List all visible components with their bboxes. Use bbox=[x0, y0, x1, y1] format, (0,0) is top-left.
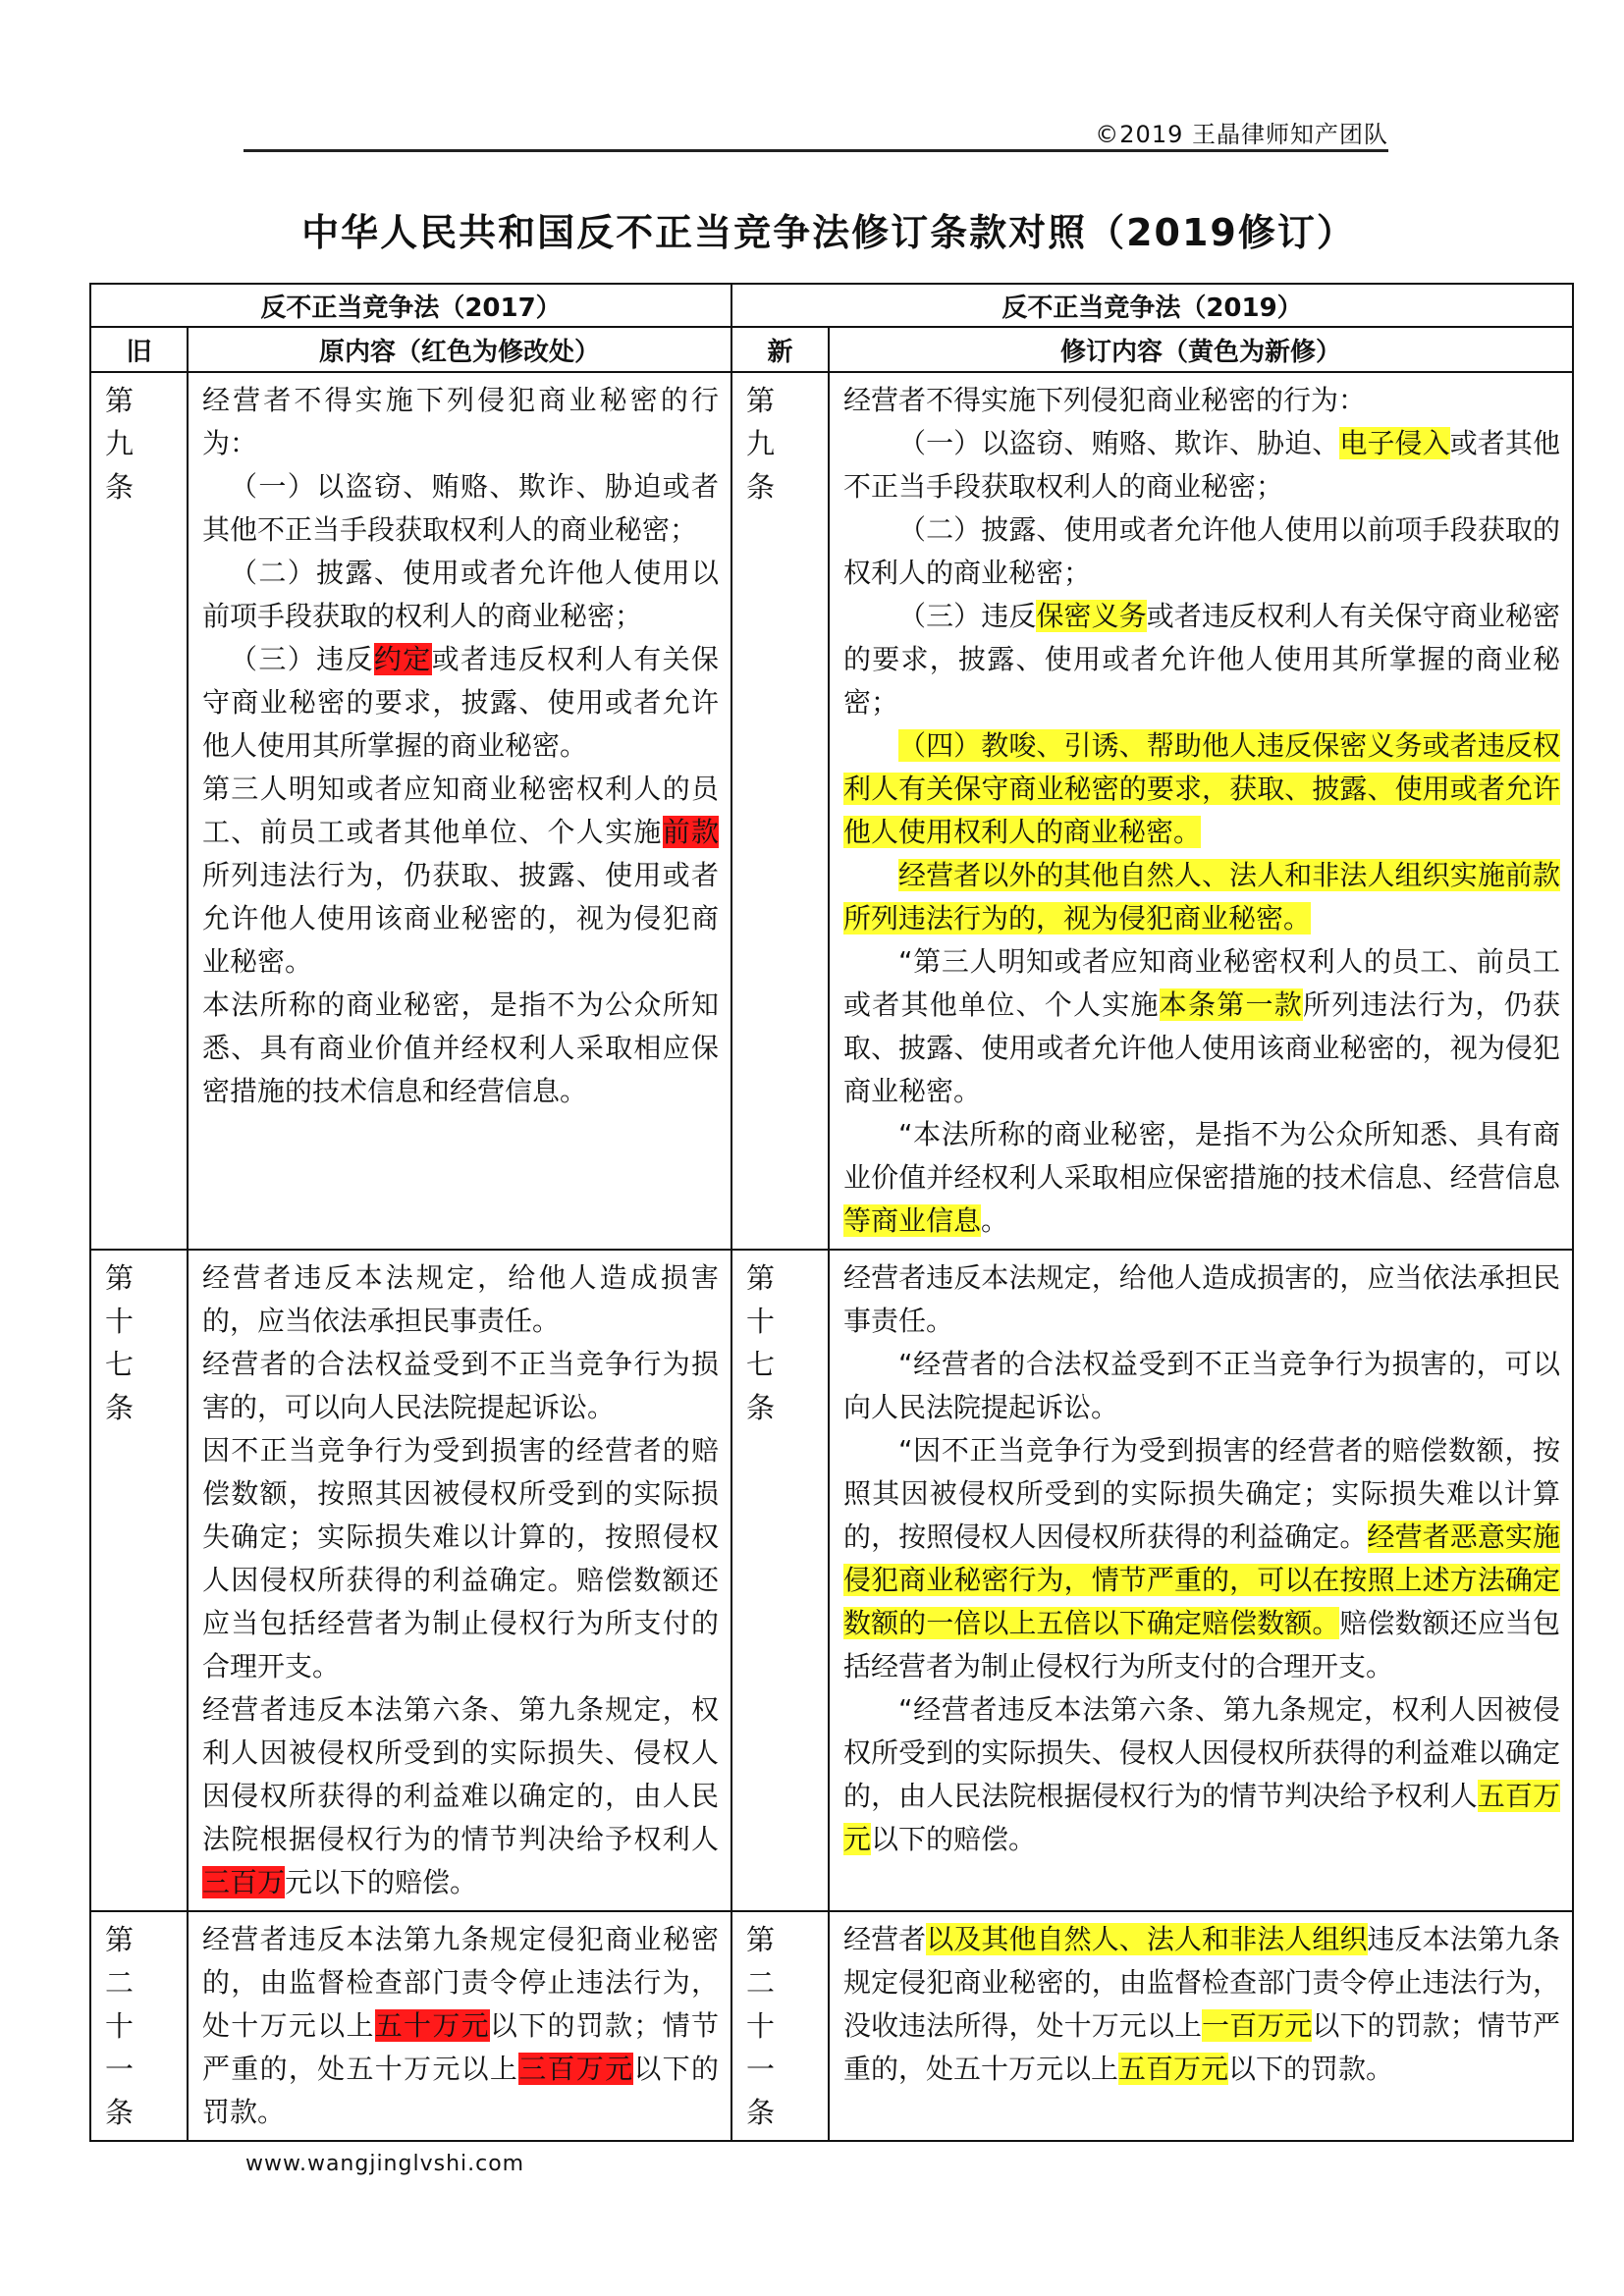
comparison-table bbox=[89, 283, 1574, 2142]
col-header-old: 旧 bbox=[90, 327, 188, 372]
header-divider bbox=[244, 149, 1388, 152]
col-header-new: 新 bbox=[731, 327, 829, 372]
new-text: 本条第一款 bbox=[1159, 988, 1303, 1021]
old-article-number: 第二十一条 bbox=[90, 1911, 188, 2141]
col-header-new-content: 修订内容（黄色为新修） bbox=[829, 327, 1573, 372]
old-paragraph: 经营者违反本法规定，给他人造成损害的，应当依法承担民事责任。 bbox=[202, 1261, 719, 1337]
new-text: （四）教唆、引诱、帮助他人违反保密义务或者违反权利人有关保守商业秘密的要求，获取、披露、使用或者允许他人使用权利人的商业秘密。 bbox=[843, 729, 1560, 848]
new-text: 五百万元 bbox=[1118, 2053, 1229, 2085]
new-text: 一百万元 bbox=[1202, 2009, 1313, 2042]
new-paragraph: 经营者不得实施下列侵犯商业秘密的行为： bbox=[843, 384, 1367, 416]
old-paragraph: 本法所称的商业秘密，是指不为公众所知悉、具有商业价值并经权利人采取相应保密措施的技术信息和经营信息。 bbox=[202, 988, 719, 1107]
group-header-2019: 反不正当竞争法（2019） bbox=[731, 284, 1573, 327]
table-row bbox=[90, 1911, 1573, 2141]
new-article-number: 第十七条 bbox=[731, 1250, 829, 1911]
table-column-header-row bbox=[90, 327, 1573, 372]
changed-text: 三百万元 bbox=[518, 2053, 634, 2085]
new-article-number: 第九条 bbox=[731, 372, 829, 1250]
old-article-number: 第十七条 bbox=[90, 1250, 188, 1911]
new-paragraph: “经营者违反本法第六条、第九条规定，权利人因被侵权所受到的实际损失、侵权人因侵权所获得的利益难以确定的，由人民法院根据侵权行为的情节判决给予权利人五百万元以下的赔偿。 bbox=[843, 1693, 1560, 1855]
old-article-number: 第九条 bbox=[90, 372, 188, 1250]
new-text: 保密义务 bbox=[1036, 600, 1147, 632]
new-text: 等商业信息 bbox=[843, 1204, 982, 1237]
new-paragraph: “经营者的合法权益受到不正当竞争行为损害的，可以向人民法院提起诉讼。 bbox=[843, 1348, 1560, 1423]
new-paragraph: “本法所称的商业秘密，是指不为公众所知悉、具有商业价值并经权利人采取相应保密措施的技术信息、经营信息等商业信息。 bbox=[843, 1118, 1560, 1237]
table-row bbox=[90, 372, 1573, 1250]
old-paragraph: （一）以盗窃、贿赂、欺诈、胁迫或者其他不正当手段获取权利人的商业秘密； bbox=[202, 470, 719, 546]
old-paragraph: 经营者的合法权益受到不正当竞争行为损害的，可以向人民法院提起诉讼。 bbox=[202, 1348, 719, 1423]
new-paragraph: （一）以盗窃、贿赂、欺诈、胁迫、电子侵入或者其他不正当手段获取权利人的商业秘密； bbox=[843, 427, 1560, 503]
new-article-number: 第二十一条 bbox=[731, 1911, 829, 2141]
new-paragraph: 经营者违反本法规定，给他人造成损害的，应当依法承担民事责任。 bbox=[843, 1261, 1560, 1337]
old-paragraph: 因不正当竞争行为受到损害的经营者的赔偿数额，按照其因被侵权所受到的实际损失确定；实际损失难以计算的，按照侵权人因侵权所获得的利益确定。赔偿数额还应当包括经营者为制止侵权行为所支付的合理开支。 bbox=[202, 1434, 719, 1682]
old-paragraph: 第三人明知或者应知商业秘密权利人的员工、前员工或者其他单位、个人实施前款所列违法行为，仍获取、披露、使用或者允许他人使用该商业秘密的，视为侵犯商业秘密。 bbox=[202, 773, 719, 978]
new-text: 经营者以外的其他自然人、法人和非法人组织实施前款所列违法行为的，视为侵犯商业秘密。 bbox=[843, 859, 1560, 934]
footer-website: www.wangjinglvshi.com bbox=[245, 2152, 525, 2176]
document-title: 中华人民共和国反不正当竞争法修订条款对照（2019修订） bbox=[301, 211, 1356, 254]
new-text: 电子侵入 bbox=[1339, 427, 1450, 459]
new-content bbox=[829, 372, 1573, 1250]
old-paragraph: （三）违反约定或者违反权利人有关保守商业秘密的要求，披露、使用或者允许他人使用其所掌握的商业秘密。 bbox=[202, 643, 719, 762]
old-paragraph: 经营者违反本法第六条、第九条规定，权利人因被侵权所受到的实际损失、侵权人因侵权所获得的利益难以确定的，由人民法院根据侵权行为的情节判决给予权利人三百万元以下的赔偿。 bbox=[202, 1693, 719, 1898]
old-content bbox=[188, 372, 731, 1250]
old-content bbox=[188, 1250, 731, 1911]
new-paragraph bbox=[843, 724, 1560, 854]
new-content bbox=[829, 1250, 1573, 1911]
new-paragraph: “第三人明知或者应知商业秘密权利人的员工、前员工或者其他单位、个人实施本条第一款所列违法行为，仍获取、披露、使用或者允许他人使用该商业秘密的，视为侵犯商业秘密。 bbox=[843, 945, 1560, 1107]
new-text: 五百万元 bbox=[843, 1780, 1560, 1855]
new-text: 以及其他自然人、法人和非法人组织 bbox=[926, 1923, 1368, 1955]
new-content bbox=[829, 1911, 1573, 2141]
changed-text: 前款 bbox=[662, 816, 719, 848]
table-row bbox=[90, 1250, 1573, 1911]
table-group-header-row bbox=[90, 284, 1573, 327]
new-text: 经营者恶意实施侵犯商业秘密行为，情节严重的，可以在按照上述方法确定数额的一倍以上五倍以下确定赔偿数额。 bbox=[843, 1521, 1560, 1639]
changed-text: 约定 bbox=[373, 643, 432, 675]
changed-text: 五十万元 bbox=[374, 2009, 490, 2042]
copyright-note: ©2019 王晶律师知产团队 bbox=[1095, 121, 1388, 148]
new-paragraph: 经营者以及其他自然人、法人和非法人组织违反本法第九条规定侵犯商业秘密的，由监督检查部门责令停止违法行为，没收违法所得，处十万元以上一百万元以下的罚款；情节严重的，处五十万元以上五百万元以下的罚款。 bbox=[843, 1923, 1560, 2085]
old-paragraph: （二）披露、使用或者允许他人使用以前项手段获取的权利人的商业秘密； bbox=[202, 557, 719, 632]
changed-text: 三百万 bbox=[202, 1866, 286, 1898]
new-paragraph: “因不正当竞争行为受到损害的经营者的赔偿数额，按照其因被侵权所受到的实际损失确定；实际损失难以计算的，按照侵权人因侵权所获得的利益确定。经营者恶意实施侵犯商业秘密行为，情节严重的，可以在按照上述方法确定数额的一倍以上五倍以下确定赔偿数额。赔偿数额还应当包括经营者为制止侵权行为所支付的合理开支。 bbox=[843, 1434, 1560, 1682]
old-paragraph: 经营者违反本法第九条规定侵犯商业秘密的，由监督检查部门责令停止违法行为，处十万元以上五十万元以下的罚款；情节严重的，处五十万元以上三百万元以下的罚款。 bbox=[202, 1923, 719, 2128]
new-paragraph: （二）披露、使用或者允许他人使用以前项手段获取的权利人的商业秘密； bbox=[843, 513, 1560, 589]
new-paragraph bbox=[843, 854, 1560, 940]
old-content bbox=[188, 1911, 731, 2141]
old-paragraph: 经营者不得实施下列侵犯商业秘密的行为： bbox=[202, 384, 719, 459]
new-paragraph: （三）违反保密义务或者违反权利人有关保守商业秘密的要求，披露、使用或者允许他人使用其所掌握的商业秘密； bbox=[843, 600, 1560, 719]
group-header-2017: 反不正当竞争法（2017） bbox=[90, 284, 731, 327]
col-header-old-content: 原内容（红色为修改处） bbox=[188, 327, 731, 372]
